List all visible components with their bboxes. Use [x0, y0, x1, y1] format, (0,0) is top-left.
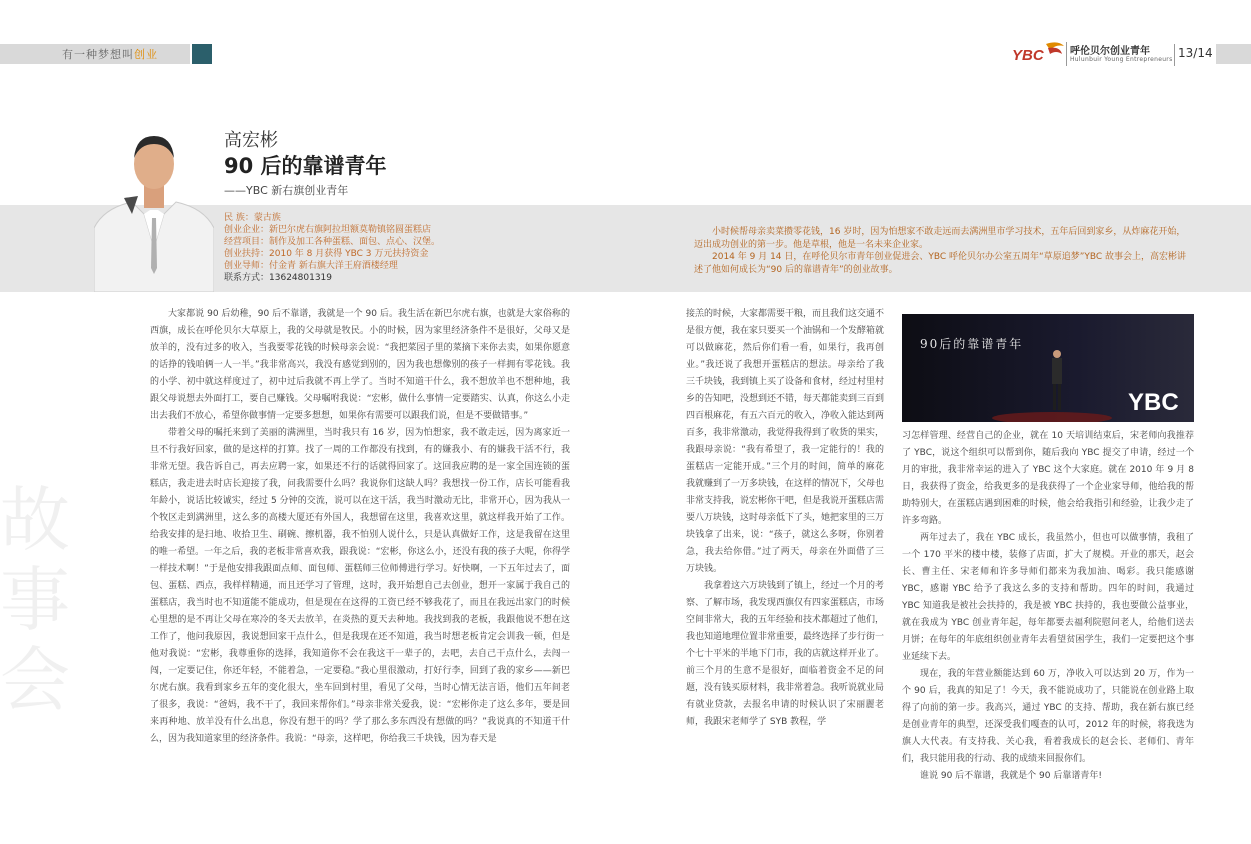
profile-business: 经营项目：制作及加工各种蛋糕、面包、点心、汉堡。: [224, 237, 441, 247]
article-title: 90 后的靠谱青年: [224, 154, 387, 178]
brand-name-en: Hulunbuir Young Entrepreneurs: [1070, 56, 1173, 63]
profile-support: 创业扶持：2010 年 8 月获得 YBC 3 万元扶持资金: [224, 249, 429, 259]
person-name: 高宏彬: [224, 130, 278, 151]
body-paragraph: 习怎样管理、经营自己的企业，就在 10 天培训结束后，宋老师向我推荐了 YBC，说这个组织可以帮到你，随后我向 YBC 提交了申请，经过一个月的审批，我非常幸运的进入了 YBC 这个大家庭。就在 2010 年 9 月 8 日，我获得了资金，给我更多的是我获得了一个企业家导师，他给我的帮助特别大，在蛋糕店遇到困难的时候，他会给我指引和经验，让我少走了许多弯路。: [902, 431, 1194, 526]
photo-logo: YBC: [1128, 389, 1179, 416]
profile-mentor: 创业导师：付金青 新右旗大洋王府酒楼经理: [224, 261, 398, 271]
slogan-prefix: 有一种梦想叫: [62, 48, 134, 61]
profile-ethnicity: 民 族：蒙古族: [224, 213, 281, 223]
header-right-bar: [1216, 44, 1251, 64]
intro-paragraph: 小时候帮母亲卖菜攒零花钱，16 岁时，因为怕想家不敢走远而去满洲里市学习技术，五年后回到家乡，从炸麻花开始，迈出成功创业的第一步。他是草根，他是一名未来企业家。: [694, 227, 1186, 250]
article-intro: [694, 226, 1194, 276]
logo-text: YBC: [1012, 47, 1044, 64]
page-number-divider: [1174, 44, 1175, 66]
body-paragraph: 带着父母的嘱托来到了美丽的满洲里，当时我只有 16 岁，因为怕想家，我不敢走远，因为离家近一旦不行我好回家，做的是这样的打算。找了一周的工作都没有找到，有的嫌我小、有的嫌我干活不行，我非常无望。我告诉自己，再去应聘一家，如果还不行的话就得回家了。这回我应聘的是一家全国连锁的蛋糕店，我走进去时店长迎接了我，问我需要什么吗？我说你们这缺人吗？我想找一份工作，店长可能看我年龄小，说话比较诚实，经过 5 分钟的交流，说可以在这干活，我当时激动无比，非常开心，因为我从一个牧区走到满洲里，这么多的高楼大厦还有外国人，我想留在这里，我喜欢这里，就这样我开始了工作。给我安排的是扫地、收拾卫生、刷碗、擦机器，我不怕别人说什么，只是认真做好工作，这是我留在这里的唯一希望。一年之后，我的老板非常喜欢我，跟我说：“宏彬，你这么小，还没有我的孩子大呢，你得学一样技术啊！”于是他安排我跟面点师、面包师、蛋糕师三位师傅进行学习。好快啊，一下五年过去了，面包、蛋糕、西点，我样样精通，而且还学习了管理，这时，我开始想自己去创业，想开一家属于我自己的蛋糕店，我当时也不知道能不能成功，但是现在在这得的工资已经不够我花了，而且在我远出家门的时候心里想的是不再让父母在寒冷的冬天去放羊，在炎热的夏天去种地。我找到我的老板，我跟他说不想在这工作了，他问我原因，我说想回家干点什么，但是我现在还不知道，我当时想老板肯定会训我一顿，但是他对我说：“宏彬，我尊重你的选择，我知道你不会在我这干一辈子的，去吧，去自己干点什么，去闯一闯，一定要记住，你还年轻，不能着急，一定要稳。”我心里很激动，打好行李，回到了我的家乡——新巴尔虎右旗。我看到家乡五年的变化很大，坐车回到村里，看见了父母，当时心情无法言语，他们五年间老了很多，我说：“爸妈，我不干了，我回来帮你们。”母亲非常关爱我，说：“宏彬你走了这么多年，要是回来再种地、放羊没有什么出息，你没有想干的吗？学了那么多东西没有想做的吗？”我说真的不知道干什么，因为我知道家里的经济条件。我说：“母亲，这样吧，你给我三千块钱，因为春天是: [150, 428, 570, 744]
ybc-logo: [1010, 40, 1066, 66]
brand-name-cn: 呼伦贝尔创业青年: [1070, 46, 1150, 57]
profile-contact: 联系方式：13624801319: [224, 273, 333, 283]
body-column-3: [902, 428, 1194, 785]
article-subtitle: ——YBC 新右旗创业青年: [224, 184, 349, 197]
body-column-2: [686, 306, 884, 731]
page-number: 13/14: [1178, 46, 1213, 60]
body-paragraph: 谁说 90 后不靠谱，我就是个 90 后靠谱青年!: [920, 771, 1102, 781]
body-paragraph: 大家都说 90 后幼稚，90 后不靠谱，我就是一个 90 后。我生活在新巴尔虎右旗，也就是大家俗称的西旗，成长在呼伦贝尔大草原上，我的父母就是牧民。小的时候，因为家里经济条件不是很好，父母又是放羊的，没有过多的收入，当我要零花钱的时候母亲会说：“我把菜园子里的菜摘下来你去卖，如果你愿意的话挣的钱咱俩一人一半。”我非常高兴，我没有感觉到别的，因为我也想像别的孩子一样拥有零花钱。我的小学、初中就这样度过了，初中过后我就不再上学了。当时不知道干什么，我不想放羊也不想种地，我跟父母说想去外面打工，要自己赚钱。父母嘱咐我说：“宏彬，做什么事情一定要踏实、认真，你这么小走出去我们不放心，希望你做事情一定要多想想，如果你有需要可以跟我们说，但是不要做错事。”: [150, 309, 570, 421]
photo-caption: 90后的靠谱青年: [920, 337, 1024, 351]
watermark-text: 故事会: [0, 479, 70, 721]
body-paragraph: 我拿着这六万块钱到了镇上，经过一个月的考察、了解市场，我发现西旗仅有四家蛋糕店，市场空间非常大，我的五年经验和技术都超过了他们，我也知道地理位置非常重要，最终选择了步行街一个七十平米的半地下门市，我的店就这样开业了。前三个月的生意不是很好，面临着资金不足的问题，没有钱买原材料，我非常着急。我听说就业局有就业贷款，去报名申请的时候认识了宋丽麗老师，我跟宋老师学了 SYB 教程，学: [686, 581, 885, 727]
portrait-photo: [94, 118, 214, 292]
stage-photo: [902, 314, 1194, 422]
header-divider: [1066, 42, 1067, 66]
intro-paragraph: 2014 年 9 月 14 日，在呼伦贝尔市青年创业促进会、YBC 呼伦贝尔办公室五周年“草原追梦”YBC 故事会上，高宏彬讲述了他如何成长为“90 后的靠谱青年”的创业故事。: [694, 252, 1187, 275]
header-left-square: [192, 44, 212, 64]
header-left-slogan: [62, 46, 158, 62]
profile-company: 创业企业：新巴尔虎右旗阿拉坦额莫勒镇铭圆蛋糕店: [224, 225, 432, 235]
body-paragraph: 两年过去了，我在 YBC 成长，我虽然小，但也可以做事情，我租了一个 170 平米的楼中楼，装修了店面，扩大了规模。开业的那天，赵会长、曹主任、宋老师和许多导师们都来为我加油、喝彩。我只能感谢 YBC，感谢 YBC 给予了我这么多的支持和帮助。四年的时间，我通过 YBC 知道我是被社会扶持的，我是被 YBC 扶持的，我也要做公益事业，就在我成为 YBC 创业青年起，每年都要去福利院慰问老人，给他们送去月饼；在每年的年底组织创业青年去看望贫困学生，我们一定要把这个事业延续下去。: [902, 533, 1194, 662]
body-column-1: [150, 306, 570, 748]
body-paragraph: 接羔的时候，大家都需要干粮，而且我们这交通不是很方便，我在家只要买一个油锅和一个发酵箱就可以做麻花，然后你们看一看，如果行，我再创业。”我还说了我想开蛋糕店的想法。母亲给了我三千块钱，我到镇上买了设备和食材，经过村里村乡的告知吧，没想到还不错，每天都能卖到三百到四百根麻花，有五六百元的收入，净收入能达到两百多，我非常激动，我觉得我得到了收货的果实，我跟母亲说：“我有希望了，我一定能行的！我的蛋糕店一定能开成。”三个月的时间，简单的麻花我就赚到了一万多块钱，在这样的情况下，父母也非常支持我，说宏彬你干吧，但是我说开蛋糕店需要八万块钱，这时母亲低下了头，她把家里的三万块钱拿了出来，说：“孩子，就这么多呀，你别着急，我去给你借。”过了两天，母亲在外面借了三万块钱。: [686, 309, 885, 574]
body-paragraph: 现在，我的年营业额能达到 60 万，净收入可以达到 20 万，作为一个 90 后，我真的知足了！今天，我不能说成功了，只能说在创业路上取得了向前的第一步。我高兴，通过 YBC 的支持、帮助，我在新右旗已经是创业青年的典型，还深受我们嘎查的认可，2012 年的时候，将我选为旗人大代表。有支持我、关心我，看着我成长的赵会长、老师们、青年们，我只能用我的行动、我的成绩来回报你们。: [902, 669, 1194, 764]
slogan-accent: 创业: [134, 48, 158, 61]
